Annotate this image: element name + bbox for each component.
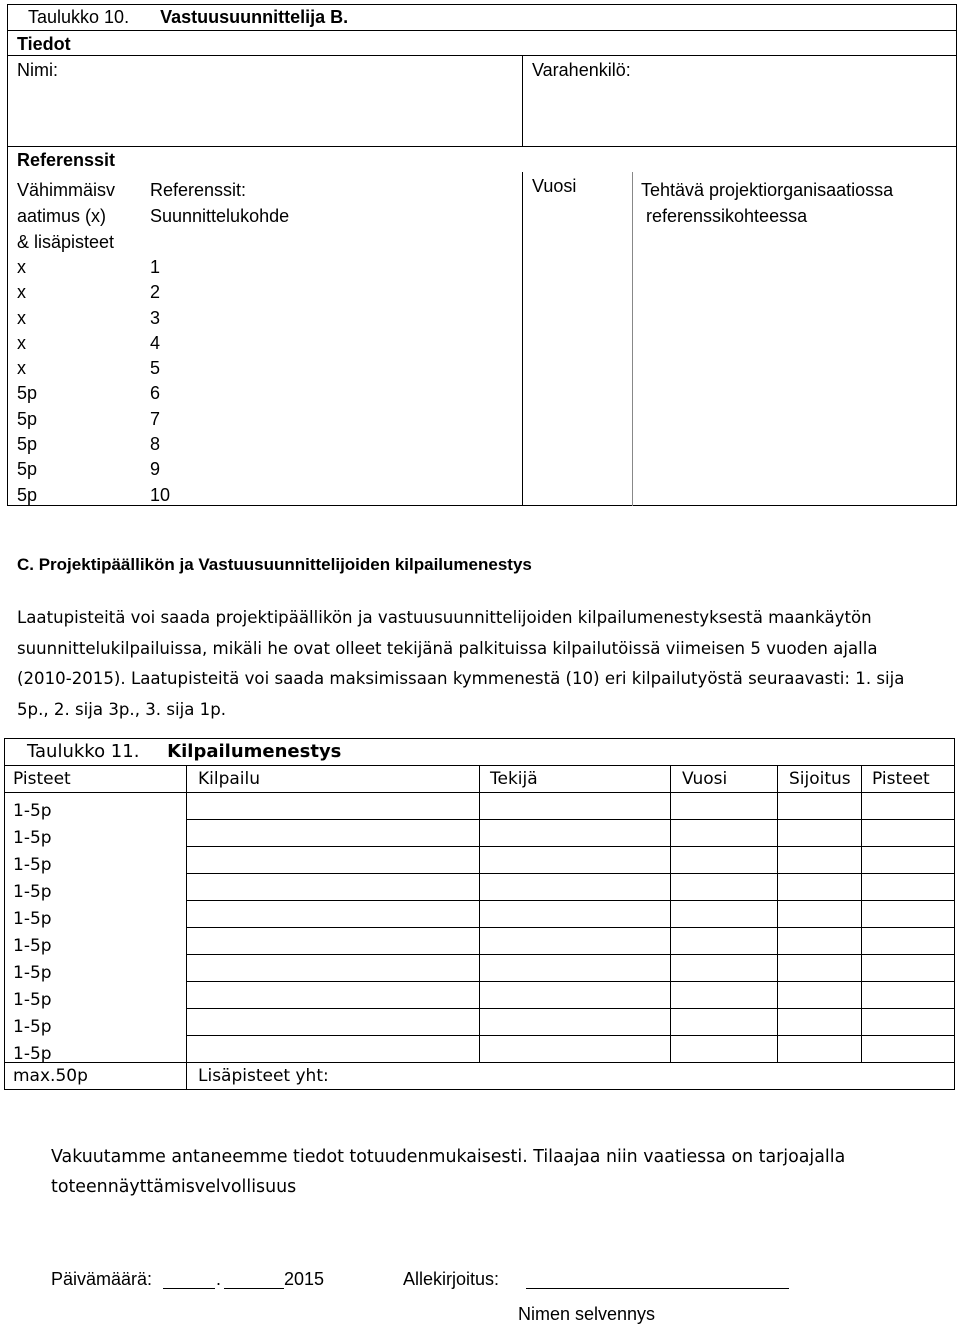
- date-month-line: [224, 1288, 284, 1289]
- table-row: 1-5p: [13, 855, 52, 875]
- table-row: x 3: [17, 307, 161, 328]
- section-c-heading: C. Projektipäällikön ja Vastuusuunnittelijoiden kilpailumenestys: [17, 555, 532, 574]
- section-refs-heading: Referenssit: [17, 150, 116, 170]
- table-row: 1-5p: [13, 936, 52, 956]
- date-day-line: [163, 1288, 215, 1289]
- header-points-awarded: Pisteet: [872, 769, 930, 789]
- table-row: 5p 9: [17, 459, 161, 480]
- table-row: 1-5p: [13, 1044, 52, 1064]
- section-info-heading: Tiedot: [17, 34, 71, 54]
- header-author: Tekijä: [490, 769, 538, 789]
- date-year: 2015: [284, 1269, 325, 1289]
- table-row: 1-5p: [13, 882, 52, 902]
- min-requirement-header: Vähimmäisv aatimus (x) & lisäpisteet: [17, 180, 116, 252]
- table-row: 1-5p: [13, 828, 52, 848]
- header-placement: Sijoitus: [789, 769, 851, 789]
- table-11-title: Kilpailumenestys: [167, 741, 342, 762]
- table-10-title: Vastuusuunnittelija B.: [160, 7, 349, 27]
- header-year: Vuosi: [682, 769, 728, 789]
- table-row: 1-5p: [13, 990, 52, 1010]
- deputy-label: Varahenkilö:: [532, 60, 631, 80]
- reference-rows: [17, 255, 170, 508]
- points-column: [13, 798, 52, 1068]
- table-11-number: Taulukko 11.: [27, 741, 140, 762]
- name-label: Nimi:: [17, 60, 58, 80]
- table-row: 1-5p: [13, 801, 52, 821]
- table-row: 1-5p: [13, 1017, 52, 1037]
- table-row: x 4: [17, 332, 161, 353]
- date-label: Päivämäärä:: [51, 1269, 153, 1289]
- table-row: 5p 8: [17, 434, 161, 455]
- table-row: x 2: [17, 282, 161, 303]
- section-c-paragraph: Laatupisteitä voi saada projektipäällikön ja vastuusuunnittelijoiden kilpailumenestyksestä maankäytön suunnittelukilpailuissa, mikäli he ovat olleet tekijänä palkituissa kilpailutöissä viimeisen 5 vuoden ajalla (2010-2015). Laatupisteitä voi saada maksimissaan kymmenestä (10) eri kilpailutyöstä seuraavasti: 1. sija 5p., 2. sija 3p., 3. sija 1p.: [17, 608, 905, 719]
- extra-points-total-label: Lisäpisteet yht:: [198, 1066, 329, 1086]
- table-row: 5p 7: [17, 408, 161, 429]
- table-row: x 1: [17, 257, 161, 277]
- role-header: Tehtävä projektiorganisaatiossa referenssikohteessa: [641, 180, 894, 226]
- name-clarification: Nimen selvennys: [518, 1304, 656, 1324]
- max-points: max.50p: [13, 1066, 88, 1086]
- table-row: 1-5p: [13, 963, 52, 983]
- table-row: 5p 10: [17, 484, 171, 505]
- references-header: Referenssit: Suunnittelukohde: [150, 180, 290, 226]
- declaration: Vakuutamme antaneemme tiedot totuudenmukaisesti. Tilaajaa niin vaatiessa on tarjoajalla toteennäyttämisvelvollisuus: [51, 1147, 846, 1197]
- date-separator: .: [216, 1269, 222, 1289]
- table-row: 5p 6: [17, 383, 161, 404]
- table-row: 1-5p: [13, 909, 52, 929]
- header-competition: Kilpailu: [198, 769, 261, 789]
- table-row: x 5: [17, 358, 161, 379]
- year-header: Vuosi: [532, 176, 577, 196]
- header-points: Pisteet: [13, 769, 71, 789]
- signature-label: Allekirjoitus:: [403, 1269, 500, 1289]
- table-10-number: Taulukko 10.: [28, 7, 130, 27]
- signature-line: [526, 1288, 789, 1289]
